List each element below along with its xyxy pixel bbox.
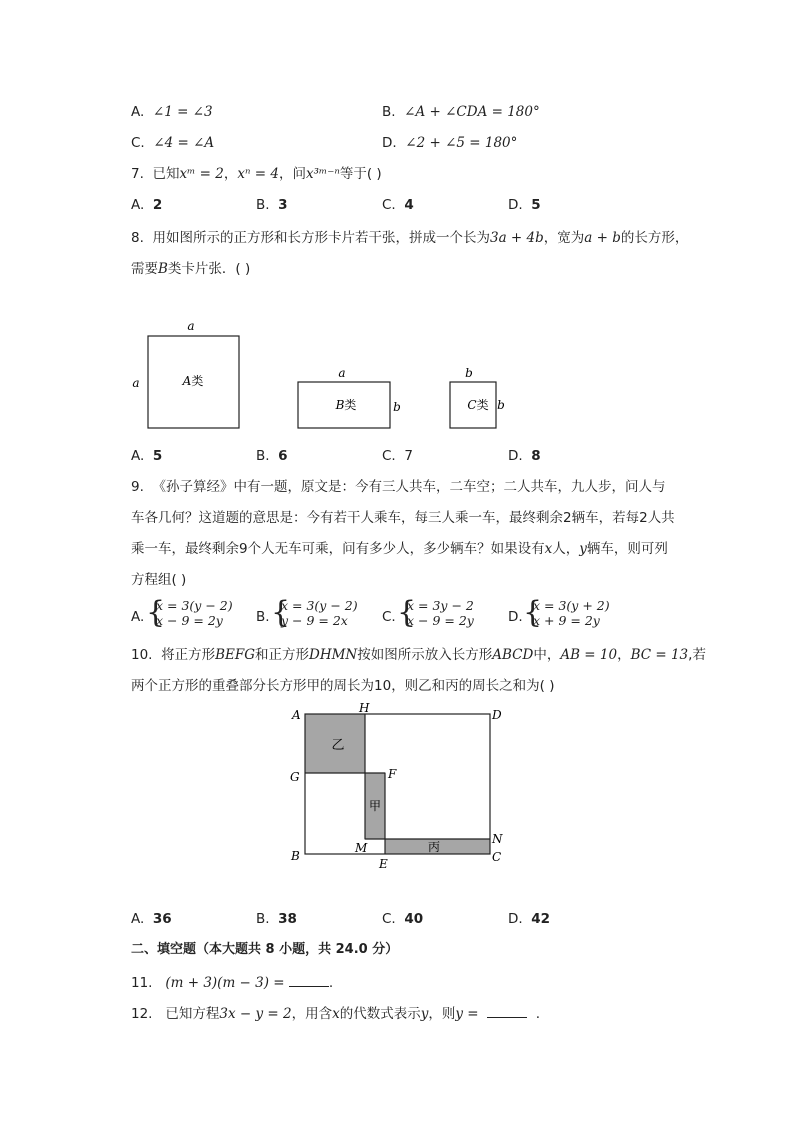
section-heading: 二、填空题（本大题共 8 小题，共 24.0 分） bbox=[131, 942, 399, 957]
card-c-top-label: b bbox=[465, 366, 473, 380]
q8-stem-line2: 需要B类卡片张．( ) bbox=[131, 261, 251, 277]
label-b: B bbox=[291, 849, 300, 863]
q10-option-c: C. 40 bbox=[382, 911, 424, 927]
label-h: H bbox=[359, 701, 370, 715]
q7-stem: 7. 已知xᵐ = 2，xⁿ = 4，问x³ᵐ⁻ⁿ等于( ) bbox=[131, 166, 382, 182]
q12-answer-blank[interactable] bbox=[487, 1003, 527, 1018]
label-c: C bbox=[492, 850, 502, 864]
label-m: M bbox=[355, 841, 368, 855]
q10-stem-line1: 10. 将正方形BEFG和正方形DHMN按如图所示放入长方形ABCD中，AB = 10，BC = 13,若 bbox=[131, 647, 706, 663]
q9-stem-line3: 乘一车，最终剩余9个人无车可乘，问有多少人，多少辆车？如果设有x人，y辆车，则可列 bbox=[131, 541, 668, 557]
q7-option-c: C. 4 bbox=[382, 197, 414, 213]
q10-stem-line2: 两个正方形的重叠部分长方形甲的周长为10，则乙和丙的周长之和为( ) bbox=[131, 678, 555, 694]
q12-stem: 12. 已知方程3x − y = 2，用含x的代数式表示y，则y = . bbox=[131, 1003, 540, 1024]
q8-option-c: C. 7 bbox=[382, 448, 413, 464]
q10-option-d: D. 42 bbox=[508, 911, 551, 927]
card-c-name: C类 bbox=[467, 398, 489, 412]
card-b-name: B类 bbox=[335, 398, 357, 412]
q7-option-a: A. 2 bbox=[131, 197, 163, 213]
q6-option-a: A. ∠1 = ∠3 bbox=[131, 104, 213, 120]
q9-stem-line2: 车各几何？这道题的意思是：今有若干人乘车，每三人乘一车，最终剩余2辆车，若每2人共 bbox=[131, 510, 675, 526]
q6-option-c: C. ∠4 = ∠A bbox=[131, 135, 215, 151]
card-c-side-label: b bbox=[497, 398, 505, 412]
card-a-side-label: a bbox=[132, 376, 140, 390]
label-f: F bbox=[388, 767, 397, 781]
label-e: E bbox=[379, 857, 388, 871]
q10-figure bbox=[285, 700, 510, 875]
q6-option-d: D. ∠2 + ∠5 = 180° bbox=[382, 135, 518, 151]
q7-option-b: B. 3 bbox=[256, 197, 288, 213]
q10-option-b: B. 38 bbox=[256, 911, 297, 927]
card-b-top-label: a bbox=[338, 366, 346, 380]
q10-option-a: A. 36 bbox=[131, 911, 172, 927]
q8-card-figure bbox=[125, 316, 525, 436]
card-b-side-label: b bbox=[393, 400, 401, 414]
q11-stem: 11. (m + 3)(m − 3) = . bbox=[131, 972, 333, 993]
label-yi: 乙 bbox=[331, 738, 345, 753]
q6-option-b: B. ∠A + ∠CDA = 180° bbox=[382, 104, 540, 120]
card-a-name: A类 bbox=[182, 374, 204, 388]
q9-stem-line4: 方程组( ) bbox=[131, 572, 187, 588]
q8-option-d: D. 8 bbox=[508, 448, 541, 464]
label-d: D bbox=[492, 708, 502, 722]
label-n: N bbox=[492, 832, 503, 846]
q8-stem-line1: 8. 用如图所示的正方形和长方形卡片若干张，拼成一个长为3a + 4b，宽为a + b的长方形， bbox=[131, 230, 689, 246]
q7-option-d: D. 5 bbox=[508, 197, 541, 213]
q11-answer-blank[interactable] bbox=[289, 972, 329, 987]
label-bing: 丙 bbox=[427, 840, 441, 854]
label-g: G bbox=[290, 770, 300, 784]
label-jia: 甲 bbox=[368, 799, 382, 813]
card-a-top-label: a bbox=[187, 319, 195, 333]
label-a: A bbox=[292, 708, 301, 722]
q9-stem-line1: 9. 《孙子算经》中有一题，原文是：今有三人共车，二车空；二人共车，九人步，问人与 bbox=[131, 479, 666, 495]
q8-option-a: A. 5 bbox=[131, 448, 163, 464]
q8-option-b: B. 6 bbox=[256, 448, 288, 464]
